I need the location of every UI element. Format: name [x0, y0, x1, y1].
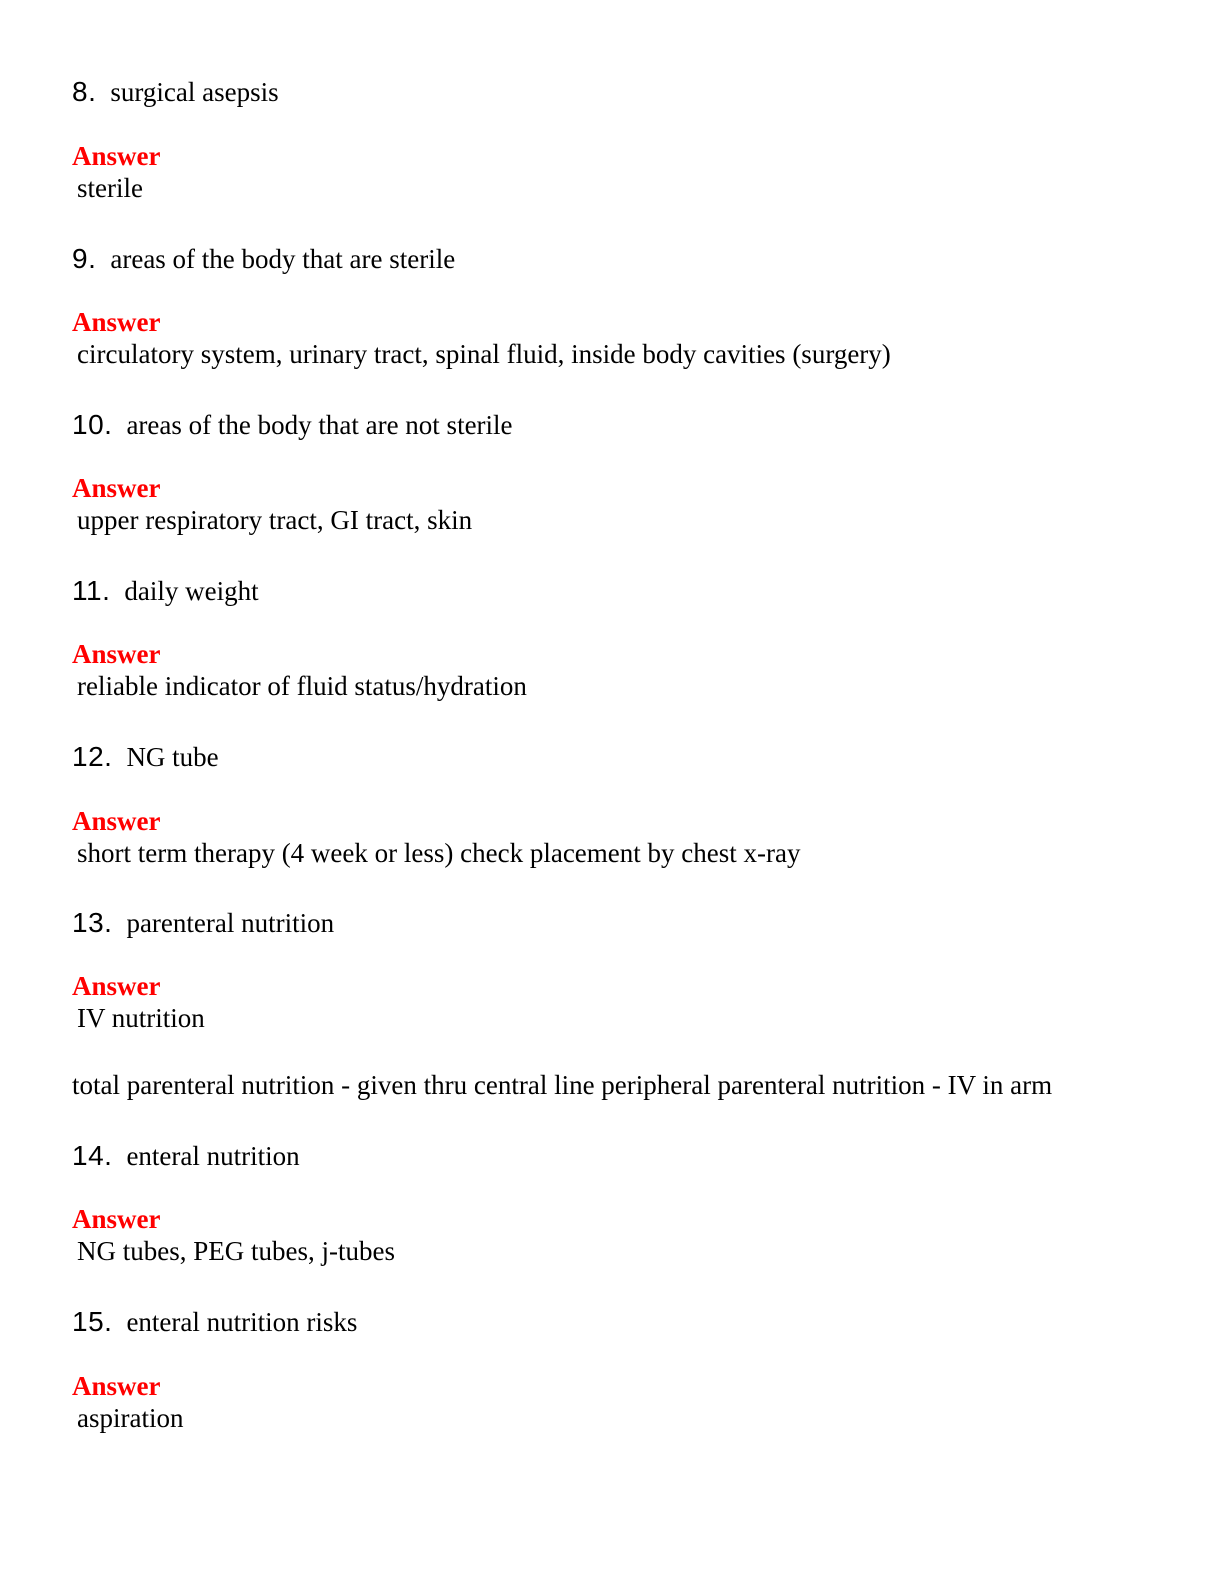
- question-term: enteral nutrition: [126, 1141, 300, 1171]
- answer-text: reliable indicator of fluid status/hydration: [77, 671, 527, 701]
- question-term: parenteral nutrition: [126, 908, 335, 938]
- question-15: [72, 1308, 357, 1336]
- answer-label: Answer: [72, 307, 161, 337]
- answer-label: Answer: [72, 141, 161, 171]
- question-14: [72, 1142, 300, 1170]
- answer-label: Answer: [72, 806, 161, 836]
- question-10: [72, 411, 513, 439]
- answer-text: circulatory system, urinary tract, spinal fluid, inside body cavities (surgery): [77, 339, 891, 369]
- question-number: 10.: [72, 409, 113, 440]
- question-number: 13.: [72, 907, 113, 938]
- question-number: 11.: [72, 575, 111, 606]
- answer-text: sterile: [77, 173, 143, 203]
- question-term: areas of the body that are sterile: [110, 244, 456, 274]
- answer-text: upper respiratory tract, GI tract, skin: [77, 505, 473, 535]
- question-number: 9.: [72, 243, 97, 274]
- question-term: daily weight: [124, 576, 259, 606]
- question-12: [72, 743, 219, 771]
- question-term: enteral nutrition risks: [126, 1307, 358, 1337]
- question-term: surgical asepsis: [110, 77, 279, 107]
- question-number: 15.: [72, 1306, 113, 1337]
- question-9: [72, 245, 455, 273]
- answer-note: total parenteral nutrition - given thru central line peripheral parenteral nutrition - IV in arm: [72, 1070, 1053, 1100]
- question-term: NG tube: [126, 742, 219, 772]
- answer-text: aspiration: [77, 1403, 184, 1433]
- question-term: areas of the body that are not sterile: [126, 410, 513, 440]
- answer-text: NG tubes, PEG tubes, j-tubes: [77, 1236, 395, 1266]
- answer-text: IV nutrition: [77, 1003, 205, 1033]
- answer-text: short term therapy (4 week or less) check placement by chest x-ray: [77, 838, 801, 868]
- answer-label: Answer: [72, 1371, 161, 1401]
- answer-label: Answer: [72, 473, 161, 503]
- question-number: 8.: [72, 76, 97, 107]
- answer-label: Answer: [72, 971, 161, 1001]
- question-number: 12.: [72, 741, 113, 772]
- answer-label: Answer: [72, 639, 161, 669]
- question-number: 14.: [72, 1140, 113, 1171]
- question-8: [72, 78, 279, 106]
- answer-label: Answer: [72, 1204, 161, 1234]
- question-11: [72, 577, 259, 605]
- question-13: [72, 909, 334, 937]
